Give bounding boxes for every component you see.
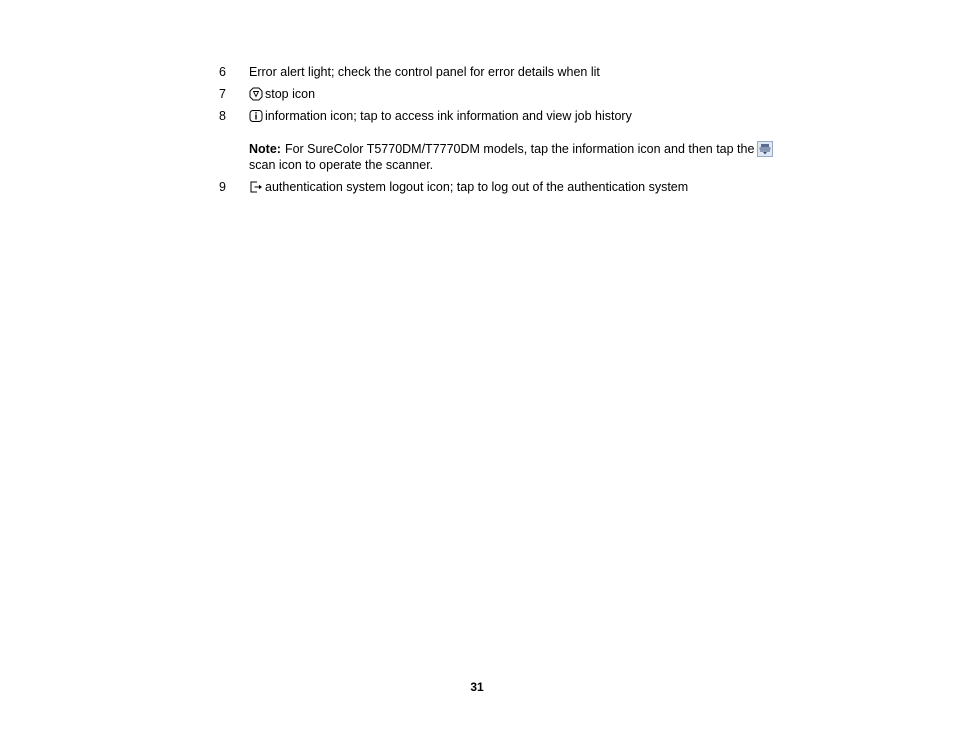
page-number: 31 xyxy=(470,680,484,694)
item-number: 7 xyxy=(219,87,226,101)
item-text-logout: authentication system logout icon; tap to log out of the authentication system xyxy=(265,180,689,194)
note-block xyxy=(249,141,809,173)
item-text-stop: stop icon xyxy=(265,87,316,101)
list-item-7 xyxy=(0,85,954,103)
note-label: Note: xyxy=(249,141,281,156)
item-number: 8 xyxy=(219,109,226,123)
note-text-line-2: scan icon to operate the scanner. xyxy=(249,157,434,172)
item-text-row xyxy=(249,178,688,196)
list-item-9 xyxy=(0,178,954,196)
item-text-error-alert: Error alert light; check the control panel for error details when lit xyxy=(249,65,600,79)
item-text-information: information icon; tap to access ink information and view job history xyxy=(265,109,632,123)
list-item-8 xyxy=(0,107,954,125)
note-text-line-1: For SureColor T5770DM/T7770DM models, tap the information icon and then tap the xyxy=(284,141,755,156)
item-text-row xyxy=(249,85,315,103)
information-icon xyxy=(249,109,263,123)
item-number: 9 xyxy=(219,180,226,194)
item-number: 6 xyxy=(219,65,226,79)
logout-icon xyxy=(249,180,263,194)
item-text-row xyxy=(249,107,632,125)
stop-icon xyxy=(249,87,263,101)
note-line-1 xyxy=(249,141,809,157)
list-item-6 xyxy=(0,63,954,81)
note-line-2 xyxy=(249,157,809,173)
scan-icon xyxy=(757,141,773,157)
